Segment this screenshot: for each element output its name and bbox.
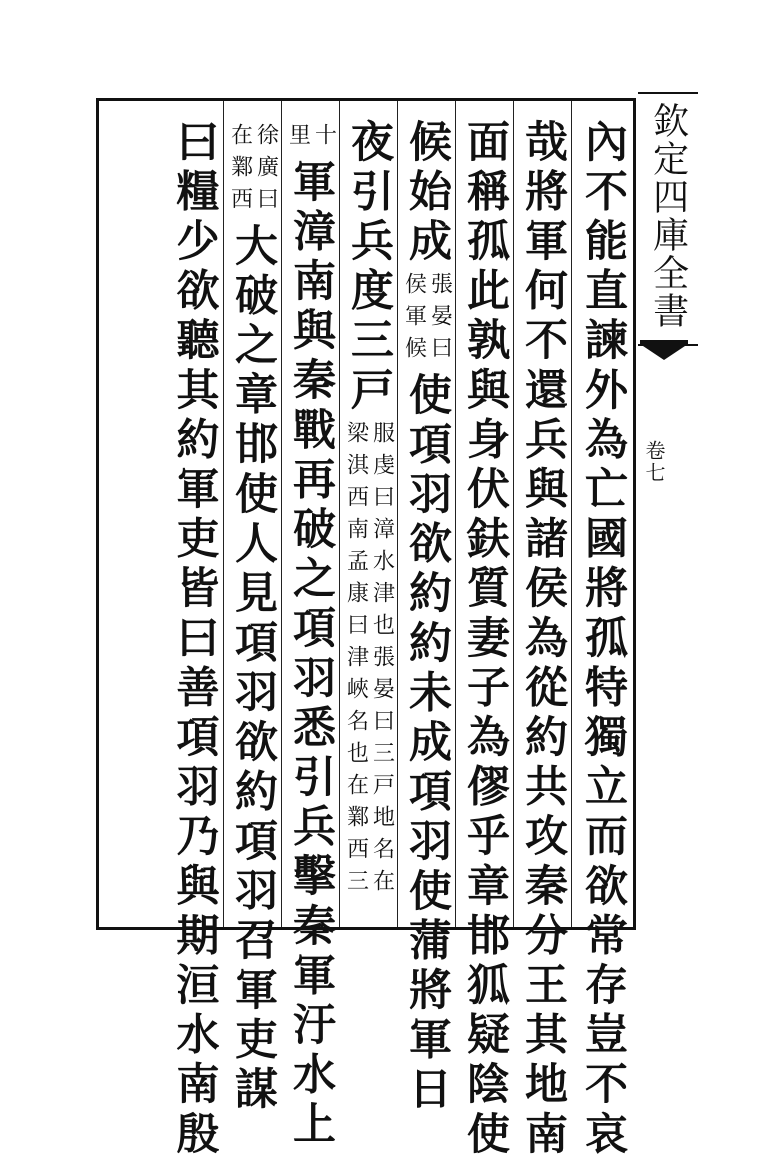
- mixed-column: [282, 119, 339, 1151]
- fish-tail-mark: [640, 340, 688, 360]
- text-column-8: [165, 101, 223, 1161]
- chapter-label: 卷七: [642, 440, 666, 484]
- book-title: 欽定四庫全書: [647, 102, 689, 330]
- annotation: [398, 272, 455, 368]
- annotation-left-line: 里: [285, 123, 311, 155]
- annotation: [224, 123, 281, 219]
- column-text: 面稱孤此孰與身伏鈇質妻子為僇乎章邯狐疑陰使: [460, 119, 510, 1161]
- annotation-right-line: 張晏曰: [427, 271, 453, 368]
- page-margin-header: [638, 92, 698, 346]
- column-text: 內不能直諫外為亡國將孤特獨立而欲常存豈不哀: [578, 119, 628, 1161]
- mixed-column: [398, 119, 455, 1116]
- text-column-1: [571, 101, 633, 1161]
- column-text: 曰糧少欲聽其約軍吏皆曰善項羽乃與期洹水南殷: [169, 119, 220, 1161]
- mixed-column: [224, 119, 281, 1116]
- annotation-right-line: 徐廣曰: [253, 123, 279, 219]
- annotation-left-line: 在鄴西: [227, 123, 253, 219]
- text-column-2: [513, 101, 571, 1161]
- annotation-right-line: 十: [311, 123, 337, 155]
- text-columns: [99, 101, 633, 1161]
- text-column-7: [223, 101, 281, 1116]
- annotation: [282, 123, 339, 155]
- column-text: 使項羽欲約約未成項羽使蒲將軍日: [402, 371, 452, 1116]
- column-text: 哉將軍何不還兵與諸侯為從約共攻秦分王其地南: [518, 119, 568, 1161]
- text-column-4: [397, 101, 455, 1116]
- column-text: 夜引兵度三戸: [344, 119, 394, 417]
- annotation: [340, 421, 397, 901]
- column-text: 大破之章邯使人見項羽欲約項羽召軍吏謀: [228, 223, 278, 1116]
- column-text: 軍漳南與秦戰再破之項羽悉引兵擊秦軍汙水上: [286, 159, 336, 1151]
- annotation-left-line: 侯軍候: [401, 271, 427, 368]
- text-column-6: [281, 101, 339, 1151]
- mixed-column: [340, 119, 397, 905]
- annotation-right-line: 服虔曰漳水津也張晏曰三戸地名在: [369, 420, 395, 901]
- text-column-5: [339, 101, 397, 927]
- annotation-left-line: 梁淇西南孟康曰津峽名也在鄴西三: [343, 420, 369, 901]
- text-column-3: [455, 101, 513, 1161]
- column-text: 候始成: [402, 119, 452, 268]
